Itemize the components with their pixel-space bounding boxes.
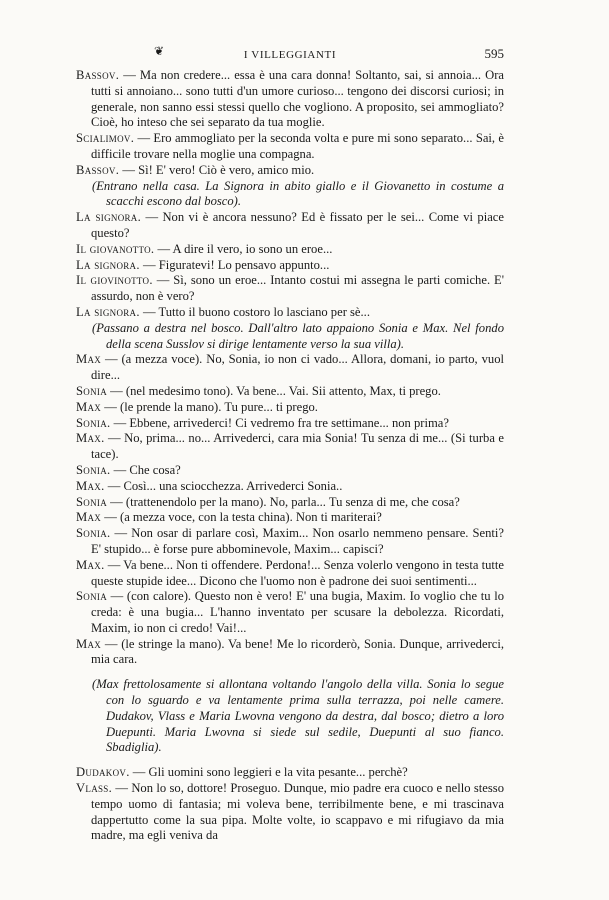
speech-text: — (con calore). Questo non è vero! E' una bugia, Maxim. Io voglio che tu lo creda: è una bugia... L'hanno inventato per scusare la debolezza. Ricordati, Maxim, io non ci credo! Vai!... <box>91 589 504 635</box>
book-page <box>76 44 504 844</box>
speech-text: — (nel medesimo tono). Va bene... Vai. Sii attento, Max, ti prego. <box>107 383 441 398</box>
speech-text: — Così... una sciocchezza. Arrivederci Sonia.. <box>104 478 343 493</box>
speech-line <box>76 526 504 558</box>
speaker: Sonia. <box>76 462 111 477</box>
speaker: Il giovanotto. <box>76 241 155 256</box>
speech-line <box>76 781 504 844</box>
speaker: Max. <box>76 557 105 572</box>
speech-text: — (le prende la mano). Tu pure... ti prego. <box>101 399 318 414</box>
speech-text: — Ero ammogliato per la seconda volta e pure mi sono separato... Sai, è difficile trovare nella moglie una compagna. <box>91 131 504 161</box>
speech-line <box>76 589 504 636</box>
speaker: Max <box>76 352 102 367</box>
speech-line <box>76 637 504 669</box>
speaker: Sonia <box>76 494 107 509</box>
speech-text: — Gli uomini sono leggieri e la vita pesante... perchè? <box>129 765 408 780</box>
page-number: 595 <box>484 46 504 61</box>
stage-direction-block: (Max frettolosamente si allontana voltando l'angolo della villa. Sonia lo segue con lo sguardo e va lentamente prima sulla terrazza, poi nelle camere. Dudakov, Vlass e Maria Lwovna vengono da destra, dal bosco; dietro a loro Duepunti. Maria Lwovna si siede sul sedile, Duepunti al suo fianco. Sbadiglia). <box>92 677 504 755</box>
speaker: Scialimov. <box>76 131 135 146</box>
speech-text: — Ebbene, arrivederci! Ci vedremo fra tre settimane... non prima? <box>110 415 449 430</box>
stage-direction: (Entrano nella casa. La Signora in abito giallo e il Giovanetto in costume a scacchi escono dal bosco). <box>92 178 504 209</box>
speech-text: — (trattenendolo per la mano). No, parla... Tu senza di me, che cosa? <box>107 494 460 509</box>
speaker: Bassov. <box>76 162 120 177</box>
speaker: La signora. <box>76 304 140 319</box>
speech-text: — Ma non credere... essa è una cara donna! Soltanto, sai, si annoia... Ora tutti si annoiano... sono tutti d'un umore curioso... tengono dei discorsi curiosi; in generale, non sanno essi stessi quello che vogliono. A proposito, sei ammogliato? Cioè, ho inteso che sei separato da tua moglie. <box>91 68 504 130</box>
speech-line <box>76 68 504 131</box>
speech-line <box>76 258 504 274</box>
speaker: Vlass. <box>76 781 113 796</box>
speaker: Dudakov. <box>76 765 130 780</box>
speech-line <box>76 384 504 400</box>
speech-line <box>76 210 504 242</box>
speech-line <box>76 305 504 321</box>
speech-text: — (a mezza voce, con la testa china). Non ti mariterai? <box>101 510 382 525</box>
speaker: Sonia. <box>76 415 111 430</box>
speech-line <box>76 131 504 163</box>
speaker: La signora. <box>76 257 140 272</box>
running-title: I VILLEGGIANTI <box>243 49 337 61</box>
speech-line <box>76 495 504 511</box>
speech-text: — A dire il vero, io sono un eroe... <box>154 241 333 256</box>
speaker: Max <box>76 636 102 651</box>
speech-text: — Non osar di parlare così, Maxim... Non osarlo nemmeno pensare. Senti? E' stupido... è forse pure abbominevole, Maxim... capisci? <box>91 526 504 556</box>
speaker: La signora. <box>76 210 142 225</box>
speaker: Max. <box>76 431 105 446</box>
ornament-mark: ❦ <box>154 44 165 58</box>
speaker: Il giovinotto. <box>76 273 153 288</box>
speech-text: — Figuratevi! Lo pensavo appunto... <box>139 257 330 272</box>
speech-text: — Non lo so, dottore! Proseguo. Dunque, mio padre era cuoco e nello stesso tempo uomo di fantasia; mi voleva bene, terribilmente bene, e mi trascinava dappertutto come la sua pipa. Molte volte, io scappavo e mi rifugiavo da mia madre, ma egli veniva da <box>91 781 504 843</box>
speech-text: — (a mezza voce). No, Sonia, io non ci vado... Allora, domani, io parto, vuol dire... <box>91 352 504 383</box>
speech-line <box>76 479 504 495</box>
speech-text: — Non vi è ancora nessuno? Ed è fissato per le sei... Come vi piace questo? <box>91 210 504 240</box>
speaker: Max. <box>76 478 105 493</box>
speech-text: — Tutto il buono costoro lo lasciano per sè... <box>139 304 370 319</box>
speaker: Bassov. <box>76 68 120 82</box>
speech-text: — Che cosa? <box>110 462 181 477</box>
speech-text: — (le stringe la mano). Va bene! Me lo ricorderò, Sonia. Dunque, arrivederci, mia cara. <box>91 636 504 667</box>
speech-line <box>76 463 504 479</box>
stage-direction: (Passano a destra nel bosco. Dall'altro lato appaiono Sonia e Max. Nel fondo della scena Susslov si dirige lentamente verso la sua villa). <box>92 320 504 351</box>
speech-line <box>76 431 504 463</box>
speaker: Sonia <box>76 589 107 604</box>
speech-line <box>76 273 504 305</box>
speaker: Max <box>76 399 102 414</box>
speaker: Max <box>76 510 102 525</box>
speech-text: — No, prima... no... Arrivederci, cara mia Sonia! Tu senza di me... (Si turba e tace). <box>91 431 504 462</box>
speech-line <box>76 242 504 258</box>
speech-text: — Va bene... Non ti offendere. Perdona!... Senza volerlo vengono in testa tutte queste stupide idee... Dicono che l'uomo non è padrone dei suoi sentimenti... <box>91 557 504 588</box>
speaker: Sonia <box>76 383 107 398</box>
speech-line <box>76 510 504 526</box>
speech-line <box>76 558 504 590</box>
speech-text: — Sì, sono un eroe... Intanto costui mi assegna le parti comiche. E' assurdo, non è vero? <box>91 273 504 304</box>
speech-line <box>76 352 504 384</box>
speech-line <box>76 416 504 432</box>
speaker: Sonia. <box>76 526 111 541</box>
speech-line <box>76 163 504 179</box>
speech-text: — Sì! E' vero! Ciò è vero, amico mio. <box>119 162 315 177</box>
running-header <box>76 44 504 68</box>
speech-line <box>76 765 504 781</box>
speech-line <box>76 400 504 416</box>
